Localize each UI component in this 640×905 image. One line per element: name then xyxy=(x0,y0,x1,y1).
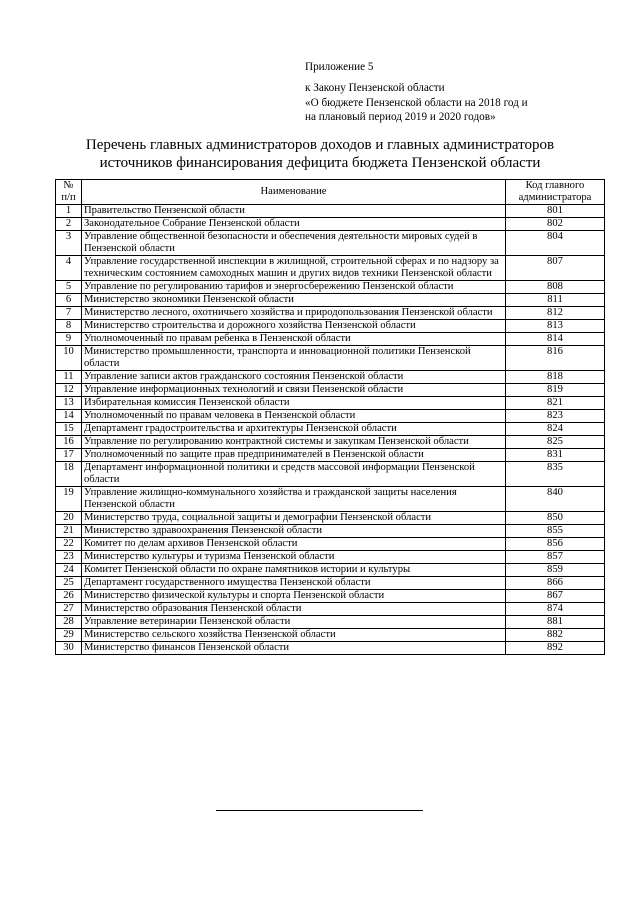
row-code: 812 xyxy=(506,307,605,320)
row-name: Управление по регулированию тарифов и энергосбережению Пензенской области xyxy=(82,281,506,294)
row-number: 11 xyxy=(56,371,82,384)
row-number: 15 xyxy=(56,423,82,436)
row-number: 18 xyxy=(56,462,82,487)
row-number: 5 xyxy=(56,281,82,294)
row-code: 808 xyxy=(506,281,605,294)
row-number: 23 xyxy=(56,551,82,564)
row-code: 818 xyxy=(506,371,605,384)
row-number: 1 xyxy=(56,205,82,218)
table-row xyxy=(56,577,605,590)
row-number: 8 xyxy=(56,320,82,333)
row-name: Уполномоченный по правам человека в Пензенской области xyxy=(82,410,506,423)
row-code: 819 xyxy=(506,384,605,397)
row-name: Министерство строительства и дорожного хозяйства Пензенской области xyxy=(82,320,506,333)
table-row xyxy=(56,281,605,294)
row-code: 856 xyxy=(506,538,605,551)
row-number: 20 xyxy=(56,512,82,525)
row-number: 2 xyxy=(56,218,82,231)
header-number-symbol: № xyxy=(63,180,74,191)
row-name: Департамент градостроительства и архитектуры Пензенской области xyxy=(82,423,506,436)
row-code: 857 xyxy=(506,551,605,564)
row-code: 835 xyxy=(506,462,605,487)
row-name: Управление жилищно-коммунального хозяйства и гражданской защиты населения Пензенской области xyxy=(82,487,506,512)
row-code: 825 xyxy=(506,436,605,449)
page-title-line2: источников финансирования дефицита бюджета Пензенской области xyxy=(99,154,541,171)
row-number: 7 xyxy=(56,307,82,320)
row-name: Комитет Пензенской области по охране памятников истории и культуры xyxy=(82,564,506,577)
row-code: 823 xyxy=(506,410,605,423)
table-row xyxy=(56,642,605,655)
row-name: Уполномоченный по защите прав предпринимателей в Пензенской области xyxy=(82,449,506,462)
appendix-law-title-line1: «О бюджете Пензенской области на 2018 год и xyxy=(305,96,528,109)
row-code: 801 xyxy=(506,205,605,218)
row-code: 855 xyxy=(506,525,605,538)
row-number: 21 xyxy=(56,525,82,538)
row-name: Министерство образования Пензенской области xyxy=(82,603,506,616)
row-code: 874 xyxy=(506,603,605,616)
row-code: 831 xyxy=(506,449,605,462)
row-name: Управление записи актов гражданского состояния Пензенской области xyxy=(82,371,506,384)
row-number: 25 xyxy=(56,577,82,590)
header-code-line1: Код главного xyxy=(525,180,585,191)
table-row xyxy=(56,384,605,397)
row-name: Министерство здравоохранения Пензенской области xyxy=(82,525,506,538)
header-name: Наименование xyxy=(82,180,506,205)
row-name: Управление по регулированию контрактной системы и закупкам Пензенской области xyxy=(82,436,506,449)
table-row xyxy=(56,487,605,512)
row-code: 807 xyxy=(506,256,605,281)
row-name: Комитет по делам архивов Пензенской области xyxy=(82,538,506,551)
row-code: 866 xyxy=(506,577,605,590)
row-code: 811 xyxy=(506,294,605,307)
row-code: 850 xyxy=(506,512,605,525)
row-number: 28 xyxy=(56,616,82,629)
table-row xyxy=(56,590,605,603)
row-code: 867 xyxy=(506,590,605,603)
appendix-number: Приложение 5 xyxy=(305,61,374,73)
row-code: 892 xyxy=(506,642,605,655)
row-code: 824 xyxy=(506,423,605,436)
table-row xyxy=(56,205,605,218)
header-code-line2: администратора xyxy=(518,192,592,203)
header-number xyxy=(56,180,82,205)
row-number: 24 xyxy=(56,564,82,577)
row-code: 804 xyxy=(506,231,605,256)
table-row xyxy=(56,616,605,629)
row-code: 802 xyxy=(506,218,605,231)
row-name: Министерство лесного, охотничьего хозяйства и природопользования Пензенской области xyxy=(82,307,506,320)
row-number: 13 xyxy=(56,397,82,410)
table-row xyxy=(56,423,605,436)
row-code: 882 xyxy=(506,629,605,642)
row-name: Министерство физической культуры и спорта Пензенской области xyxy=(82,590,506,603)
table-row xyxy=(56,462,605,487)
table-row xyxy=(56,449,605,462)
row-name: Министерство финансов Пензенской области xyxy=(82,642,506,655)
row-number: 29 xyxy=(56,629,82,642)
row-name: Управление общественной безопасности и обеспечения деятельности мировых судей в Пензенской области xyxy=(82,231,506,256)
row-number: 27 xyxy=(56,603,82,616)
table-row xyxy=(56,294,605,307)
header-code xyxy=(506,180,605,205)
row-number: 6 xyxy=(56,294,82,307)
table-row xyxy=(56,307,605,320)
row-code: 881 xyxy=(506,616,605,629)
table-row xyxy=(56,512,605,525)
appendix-law-title-line2: на плановый период 2019 и 2020 годов» xyxy=(305,111,496,124)
row-name: Департамент государственного имущества Пензенской области xyxy=(82,577,506,590)
row-code: 859 xyxy=(506,564,605,577)
row-code: 840 xyxy=(506,487,605,512)
table-row xyxy=(56,629,605,642)
row-name: Министерство труда, социальной защиты и демографии Пензенской области xyxy=(82,512,506,525)
table-row xyxy=(56,603,605,616)
row-name: Избирательная комиссия Пензенской области xyxy=(82,397,506,410)
table-row xyxy=(56,371,605,384)
table-row xyxy=(56,551,605,564)
row-number: 10 xyxy=(56,346,82,371)
administrators-table xyxy=(55,179,605,655)
table-row xyxy=(56,320,605,333)
row-number: 30 xyxy=(56,642,82,655)
table-body xyxy=(56,205,605,655)
row-name: Правительство Пензенской области xyxy=(82,205,506,218)
row-name: Министерство сельского хозяйства Пензенской области xyxy=(82,629,506,642)
row-code: 814 xyxy=(506,333,605,346)
table-row xyxy=(56,231,605,256)
table-row xyxy=(56,564,605,577)
table-row xyxy=(56,346,605,371)
row-code: 816 xyxy=(506,346,605,371)
end-divider xyxy=(216,810,423,811)
table-header-row xyxy=(56,180,605,205)
table-row xyxy=(56,538,605,551)
row-number: 4 xyxy=(56,256,82,281)
header-number-abbr: п/п xyxy=(61,192,76,203)
row-code: 813 xyxy=(506,320,605,333)
page-title-line1: Перечень главных администраторов доходов и главных администраторов xyxy=(85,137,555,153)
row-name: Управление государственной инспекции в жилищной, строительной сферах и по надзору за техническим состоянием самоходных машин и других видов техники Пензенской области xyxy=(82,256,506,281)
row-number: 26 xyxy=(56,590,82,603)
row-name: Управление информационных технологий и связи Пензенской области xyxy=(82,384,506,397)
table-row xyxy=(56,218,605,231)
table-row xyxy=(56,256,605,281)
row-number: 16 xyxy=(56,436,82,449)
row-code: 821 xyxy=(506,397,605,410)
appendix-law-line: к Закону Пензенской области xyxy=(305,81,445,94)
table-row xyxy=(56,410,605,423)
row-number: 19 xyxy=(56,487,82,512)
row-name: Управление ветеринарии Пензенской области xyxy=(82,616,506,629)
row-number: 3 xyxy=(56,231,82,256)
row-number: 22 xyxy=(56,538,82,551)
appendix-header xyxy=(305,60,528,125)
row-name: Законодательное Собрание Пензенской области xyxy=(82,218,506,231)
row-name: Министерство промышленности, транспорта и инновационной политики Пензенской области xyxy=(82,346,506,371)
table-row xyxy=(56,525,605,538)
row-number: 17 xyxy=(56,449,82,462)
row-name: Министерство культуры и туризма Пензенской области xyxy=(82,551,506,564)
page-title xyxy=(0,137,640,172)
table-row xyxy=(56,397,605,410)
row-number: 12 xyxy=(56,384,82,397)
row-number: 9 xyxy=(56,333,82,346)
row-number: 14 xyxy=(56,410,82,423)
row-name: Министерство экономики Пензенской области xyxy=(82,294,506,307)
row-name: Департамент информационной политики и средств массовой информации Пензенской области xyxy=(82,462,506,487)
table-row xyxy=(56,333,605,346)
table-row xyxy=(56,436,605,449)
row-name: Уполномоченный по правам ребенка в Пензенской области xyxy=(82,333,506,346)
